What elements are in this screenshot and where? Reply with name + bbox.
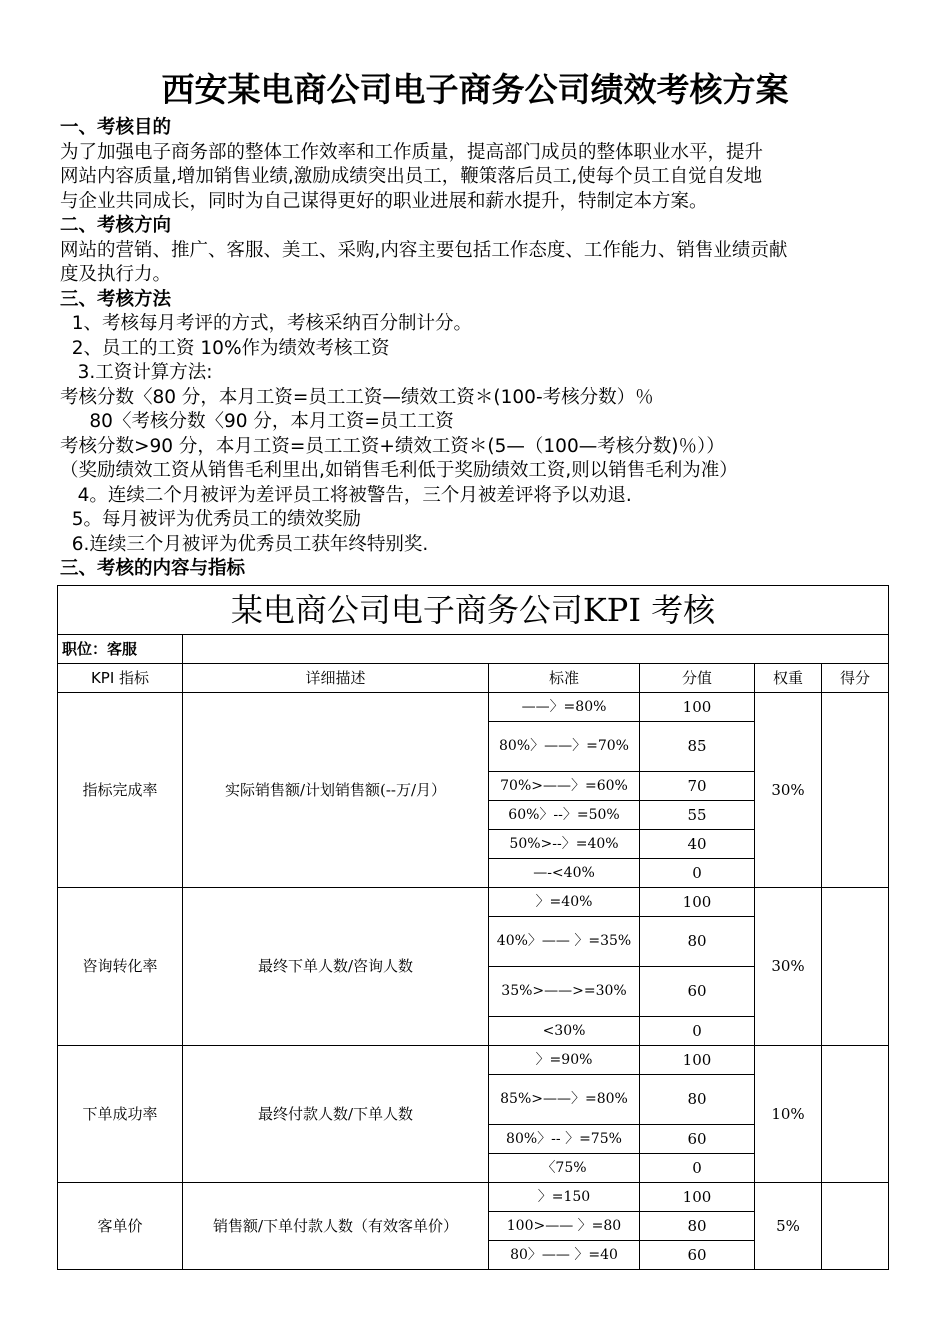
kpi-indicator: 客单价 (58, 1183, 183, 1270)
kpi-weight: 10% (755, 1046, 822, 1183)
kpi-description: 最终付款人数/下单人数 (183, 1046, 489, 1183)
kpi-score: 0 (640, 859, 755, 888)
paragraph-line: （奖励绩效工资从销售毛利里出,如销售毛利低于奖励绩效工资,则以销售毛利为准） (60, 460, 738, 481)
kpi-standard: 100>—— 〉=80 (489, 1212, 640, 1241)
kpi-standard: —-<40% (489, 859, 640, 888)
kpi-weight: 30% (755, 693, 822, 888)
kpi-standard: 〉=40% (489, 888, 640, 917)
kpi-score: 55 (640, 801, 755, 830)
kpi-table (57, 585, 889, 1270)
kpi-score: 80 (640, 917, 755, 967)
paragraph-line: 80〈考核分数〈90 分，本月工资=员工工资 (60, 411, 454, 432)
column-header: KPI 指标 (58, 664, 183, 693)
kpi-standard: ——〉=80% (489, 693, 640, 722)
paragraph-line: 6.连续三个月被评为优秀员工获年终特别奖. (60, 533, 429, 555)
section-purpose (60, 116, 900, 582)
kpi-standard: <30% (489, 1017, 640, 1046)
kpi-score: 60 (640, 967, 755, 1017)
document-title: 西安某电商公司电子商务公司绩效考核方案 (161, 70, 789, 109)
kpi-score: 80 (640, 1212, 755, 1241)
paragraph-line: 网站的营销、推广、客服、美工、采购,内容主要包括工作态度、工作能力、销售业绩贡献 (60, 239, 788, 261)
position-empty-cell (183, 635, 889, 664)
kpi-standard: 〉=150 (489, 1183, 640, 1212)
paragraph-line: 网站内容质量,增加销售业绩,激励成绩突出员工，鞭策落后员工,使每个员工自觉自发地 (60, 166, 763, 187)
kpi-standard: 80%〉——〉=70% (489, 722, 640, 772)
kpi-description: 最终下单人数/咨询人数 (183, 888, 489, 1046)
kpi-indicator: 指标完成率 (58, 693, 183, 888)
paragraph-line: 5。每月被评为优秀员工的绩效奖励 (60, 509, 362, 530)
kpi-indicator: 下单成功率 (58, 1046, 183, 1183)
paragraph-line: 2、员工的工资 10%作为绩效考核工资 (60, 337, 390, 359)
paragraph-line: 度及执行力。 (60, 264, 172, 285)
kpi-weight: 5% (755, 1183, 822, 1270)
column-header: 权重 (755, 664, 822, 693)
paragraph-line: 与企业共同成长，同时为自己谋得更好的职业进展和薪水提升，特制定本方案。 (60, 190, 708, 212)
kpi-result-cell (822, 1046, 889, 1183)
kpi-standard: 〈75% (489, 1154, 640, 1183)
kpi-standard: 80〉—— 〉=40 (489, 1241, 640, 1270)
section-heading: 二、考核方向 (60, 215, 172, 236)
kpi-standard: 40%〉—— 〉=35% (489, 917, 640, 967)
position-label: 职位：客服 (58, 635, 183, 664)
kpi-standard: 50%>--〉=40% (489, 830, 640, 859)
section-heading: 三、考核方法 (60, 288, 172, 310)
kpi-description: 实际销售额/计划销售额(--万/月） (183, 693, 489, 888)
kpi-score: 70 (640, 772, 755, 801)
column-header: 分值 (640, 664, 755, 693)
column-header: 得分 (822, 664, 889, 693)
kpi-score: 100 (640, 693, 755, 722)
kpi-table-title: 某电商公司电子商务公司KPI 考核 (58, 586, 889, 635)
paragraph-line: 4。连续二个月被评为差评员工将被警告，三个月被差评将予以劝退. (60, 484, 632, 506)
kpi-result-cell (822, 1183, 889, 1270)
section-heading: 一、考核目的 (60, 117, 172, 138)
kpi-score: 60 (640, 1125, 755, 1154)
kpi-score: 0 (640, 1154, 755, 1183)
kpi-indicator: 咨询转化率 (58, 888, 183, 1046)
kpi-score: 80 (640, 1075, 755, 1125)
kpi-score: 40 (640, 830, 755, 859)
column-header: 详细描述 (183, 664, 489, 693)
kpi-score: 100 (640, 888, 755, 917)
kpi-standard: 85%>——〉=80% (489, 1075, 640, 1125)
kpi-result-cell (822, 693, 889, 888)
paragraph-line: 考核分数〈80 分，本月工资=员工工资—绩效工资＊(100-考核分数）％ (60, 386, 654, 408)
kpi-standard: 80%〉-- 〉=75% (489, 1125, 640, 1154)
kpi-description: 销售额/下单付款人数（有效客单价） (183, 1183, 489, 1270)
kpi-weight: 30% (755, 888, 822, 1046)
kpi-score: 60 (640, 1241, 755, 1270)
kpi-standard: 〉=90% (489, 1046, 640, 1075)
kpi-score: 100 (640, 1183, 755, 1212)
paragraph-line: 为了加强电子商务部的整体工作效率和工作质量，提高部门成员的整体职业水平，提升 (60, 141, 764, 163)
section-heading: 三、考核的内容与指标 (60, 558, 246, 579)
kpi-result-cell (822, 888, 889, 1046)
kpi-standard: 35%>——>=30% (489, 967, 640, 1017)
column-header: 标准 (489, 664, 640, 693)
kpi-score: 0 (640, 1017, 755, 1046)
paragraph-line: 1、考核每月考评的方式，考核采纳百分制计分。 (60, 313, 473, 334)
kpi-standard: 60%〉--〉=50% (489, 801, 640, 830)
kpi-score: 100 (640, 1046, 755, 1075)
paragraph-line: 3.工资计算方法: (60, 362, 213, 383)
kpi-standard: 70%>——〉=60% (489, 772, 640, 801)
paragraph-line: 考核分数>90 分，本月工资=员工工资+绩效工资＊(5—（100—考核分数)％）） (60, 435, 725, 457)
kpi-score: 85 (640, 722, 755, 772)
